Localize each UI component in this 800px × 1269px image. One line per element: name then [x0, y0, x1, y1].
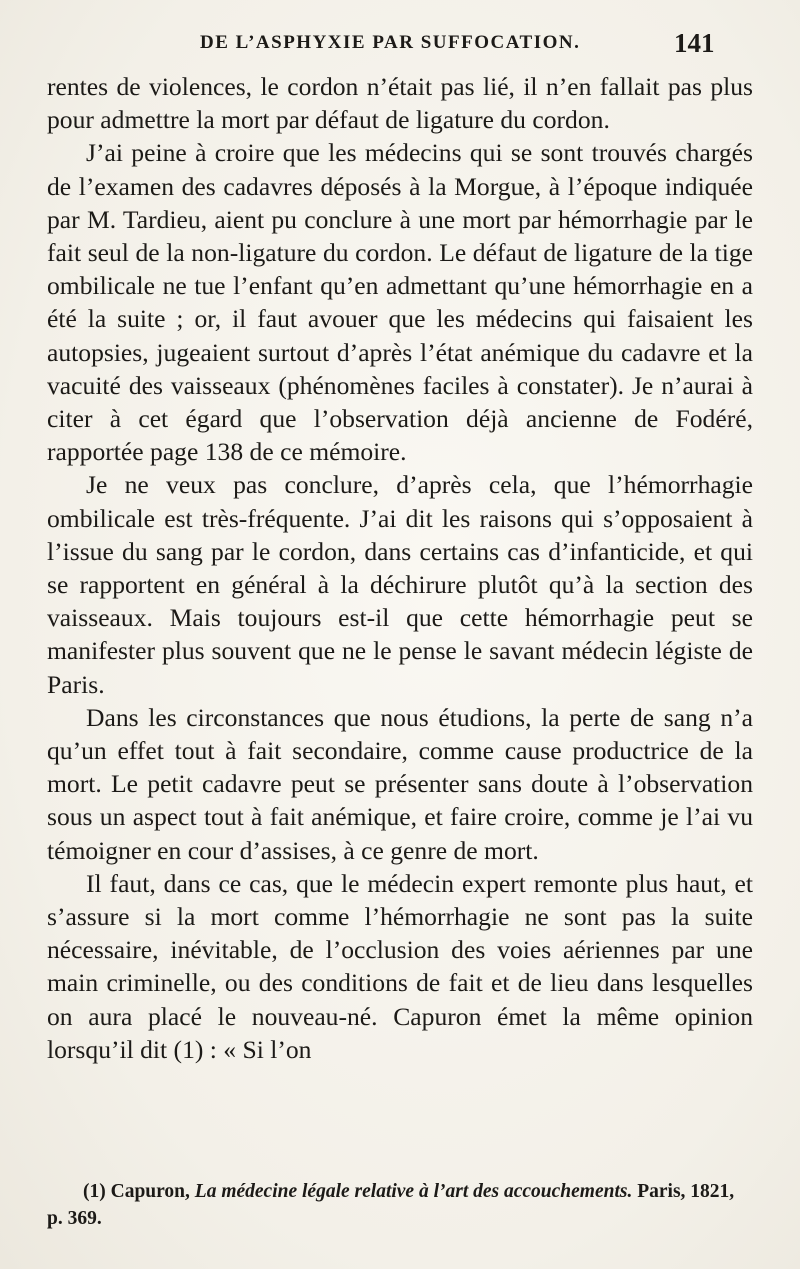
running-title: DE L’ASPHYXIE PAR SUFFOCATION.: [200, 32, 581, 53]
footnote-imprint: Paris, 1821, p. 369.: [47, 1181, 735, 1229]
footnote: [47, 1178, 753, 1232]
paragraph-circonstances: Dans les circonstances que nous étudions, la perte de sang n’a qu’un effet tout à fait secondaire, comme cause productrice de la mort. Le petit cadavre peut se présenter sans doute à l’observation sous un aspect tout à fait anémique, et faire croire, comme je l’ai vu témoigner en cour d’assises, à ce genre de mort.: [47, 702, 753, 865]
footnote-work-title: La médecine légale relative à l’art des accouchements.: [194, 1181, 633, 1202]
page-number: 141: [674, 28, 715, 58]
footnote-text: [47, 1178, 753, 1232]
paragraph-capuron: Il faut, dans ce cas, que le médecin expert remonte plus haut, et s’assure si la mort comme l’hémorrhagie ne sont pas la suite nécessaire, inévitable, de l’occlusion des voies aériennes par une main criminelle, ou des conditions de fait et de lieu dans lesquelles on aura placé le nouveau-né. Capuron émet la même opinion lorsqu’il dit (1) : « Si l’on: [47, 868, 753, 1064]
footnote-marker: (1) Capuron,: [83, 1181, 190, 1202]
main-text: [47, 70, 753, 1066]
paragraph-continued: rentes de violences, le cordon n’était pas lié, il n’en fallait pas plus pour admettre la mort par défaut de ligature du cordon.: [47, 72, 753, 135]
paragraph-hemorrhagie: Je ne veux pas conclure, d’après cela, que l’hémorrhagie ombilicale est très-fréquente. J’ai dit les raisons qui s’opposaient à l’issue du sang par le cordon, dans certains cas d’infanticide, et qui se rapportent en général à la déchirure plutôt qu’à la section des vaisseaux. Mais toujours est-il que cette hémorrhagie peut se manifester plus souvent que ne le pense le savant médecin légiste de Paris.: [47, 470, 753, 699]
paragraph-morgue: J’ai peine à croire que les médecins qui se sont trouvés chargés de l’examen des cadavres déposés à la Morgue, à l’époque indiquée par M. Tardieu, aient pu conclure à une mort par hémorrhagie par le fait seul de la non-ligature du cordon. Le défaut de ligature de la tige ombilicale ne tue l’enfant qu’en admettant qu’une hémorrhagie en a été la suite ; or, il faut avouer que les médecins qui faisaient les autopsies, jugeaient surtout d’après l’état anémique du cadavre et la vacuité des vaisseaux (phénomènes faciles à constater). Je n’aurai à citer à cet égard que l’observation déjà ancienne de Fodéré, rapportée page 138 de ce mémoire.: [47, 138, 753, 467]
